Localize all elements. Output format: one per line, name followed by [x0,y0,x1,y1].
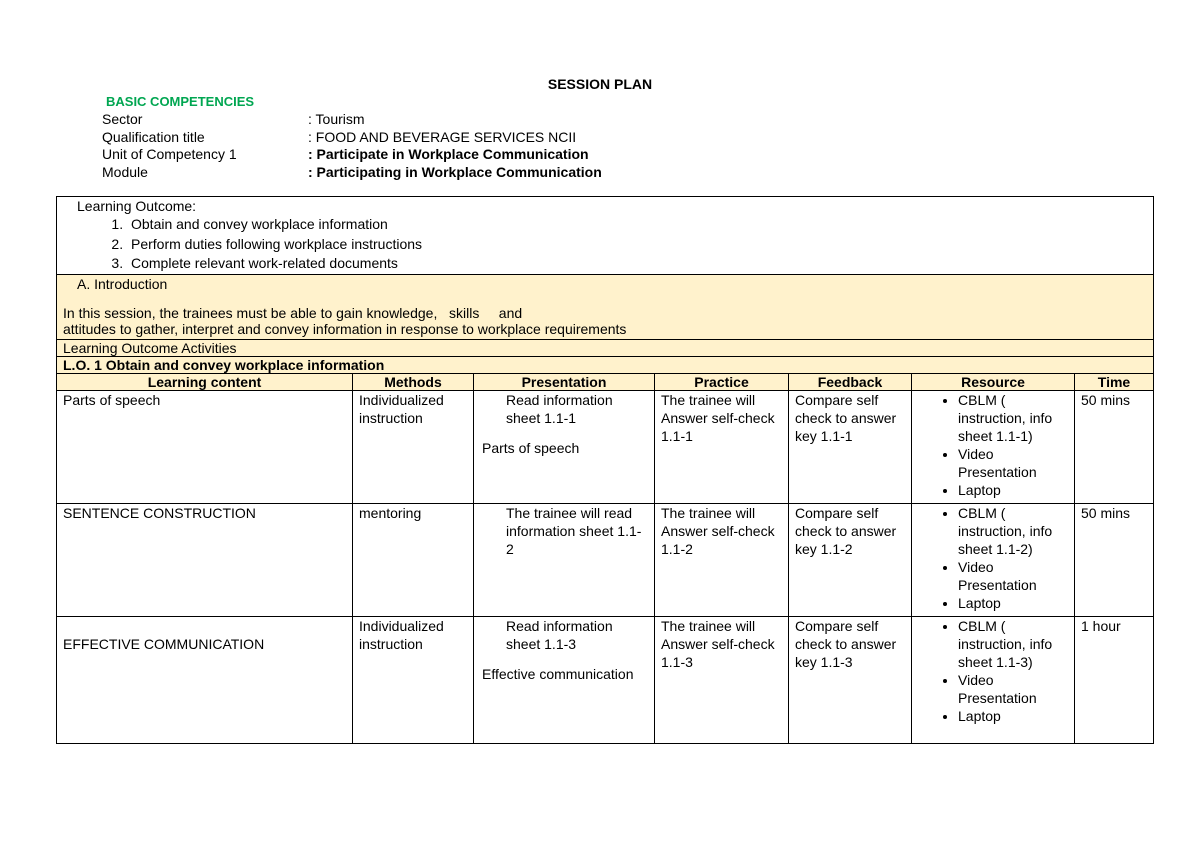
list-item: 3. Complete relevant work-related documents [127,254,1153,274]
presentation-extra: Effective communication [482,665,634,682]
column-header: Practice [655,373,789,390]
list-item: • Video Presentation [958,671,1068,707]
meta-value: : Tourism [308,111,365,127]
meta-value: : FOOD AND BEVERAGE SERVICES NCII [308,128,577,145]
introduction-text-line: In this session, the trainees must be able to gain knowledge, skills and [63,304,523,321]
column-header: Learning content [57,373,353,390]
learning-outcome-title: Learning Outcome: [77,198,197,214]
cell-resource [912,503,1075,616]
column-header: Methods [353,373,474,390]
meta-label: Qualification title [102,128,205,145]
meta-row-qualification [102,129,602,147]
list-item: • CBLM ( instruction, info sheet 1.1-1) [958,391,1068,445]
table-header-row [57,373,1154,390]
meta-row-unit [102,146,602,164]
presentation-text: Read information sheet 1.1-1 [506,391,613,426]
cell-feedback: Compare self check to answer key 1.1-3 [789,616,912,743]
resource-list [918,504,1068,612]
cell-time: 50 mins [1075,503,1154,616]
table-row [57,390,1154,503]
table-row [57,616,1154,743]
presentation-extra: Parts of speech [482,439,580,456]
cell-presentation [474,616,655,743]
lo1-heading: L.O. 1 Obtain and convey workplace information [57,356,1154,373]
introduction-section [57,274,1154,339]
basic-competencies-label: BASIC COMPETENCIES [106,94,255,109]
cell-content: Parts of speech [57,390,353,503]
cell-feedback: Compare self check to answer key 1.1-2 [789,503,912,616]
document-title: SESSION PLAN [547,76,653,92]
meta-label: Unit of Competency 1 [102,146,237,162]
meta-value: : Participate in Workplace Communication [308,146,589,162]
column-header: Presentation [474,373,655,390]
list-item: • CBLM ( instruction, info sheet 1.1-3) [958,617,1068,671]
meta-value: : Participating in Workplace Communication [308,163,602,180]
meta-row-sector [102,111,602,129]
session-meta [102,111,602,181]
list-item: • Video Presentation [958,445,1068,481]
meta-label: Sector [102,111,143,127]
column-header: Time [1075,373,1154,390]
list-item: • Video Presentation [958,558,1068,594]
activities-label: Learning Outcome Activities [57,339,1154,356]
cell-content: EFFECTIVE COMMUNICATION [57,616,353,743]
cell-content: SENTENCE CONSTRUCTION [57,503,353,616]
list-item: • Laptop [958,481,1068,499]
list-item: 2. Perform duties following workplace instructions [127,235,1153,255]
session-plan-table [56,196,1154,744]
meta-row-module [102,164,602,182]
cell-time: 1 hour [1075,616,1154,743]
list-item: 1. Obtain and convey workplace information [127,215,1153,235]
column-header: Resource [912,373,1075,390]
cell-resource [912,390,1075,503]
learning-outcome-section [57,197,1154,275]
list-item: • CBLM ( instruction, info sheet 1.1-2) [958,504,1068,558]
introduction-text-line: attitudes to gather, interpret and convey information in response to workplace requirements [63,320,627,337]
introduction-heading: A. Introduction [77,275,168,292]
list-item: • Laptop [958,594,1068,612]
table-row [57,503,1154,616]
cell-time: 50 mins [1075,390,1154,503]
column-header: Feedback [789,373,912,390]
list-item: • Laptop [958,707,1068,725]
resource-list [918,391,1068,499]
cell-practice: The trainee will Answer self-check 1.1-2 [655,503,789,616]
cell-methods: mentoring [353,503,474,616]
resource-list [918,617,1068,725]
presentation-text: Read information sheet 1.1-3 [506,617,613,652]
cell-practice: The trainee will Answer self-check 1.1-3 [655,616,789,743]
cell-presentation [474,390,655,503]
cell-presentation [474,503,655,616]
cell-practice: The trainee will Answer self-check 1.1-1 [655,390,789,503]
meta-label: Module [102,163,148,180]
cell-methods: Individualized instruction [353,390,474,503]
cell-methods: Individualized instruction [353,616,474,743]
presentation-text: The trainee will read information sheet 1.1-2 [506,504,642,557]
cell-resource [912,616,1075,743]
learning-outcome-list [77,215,1153,274]
cell-feedback: Compare self check to answer key 1.1-1 [789,390,912,503]
